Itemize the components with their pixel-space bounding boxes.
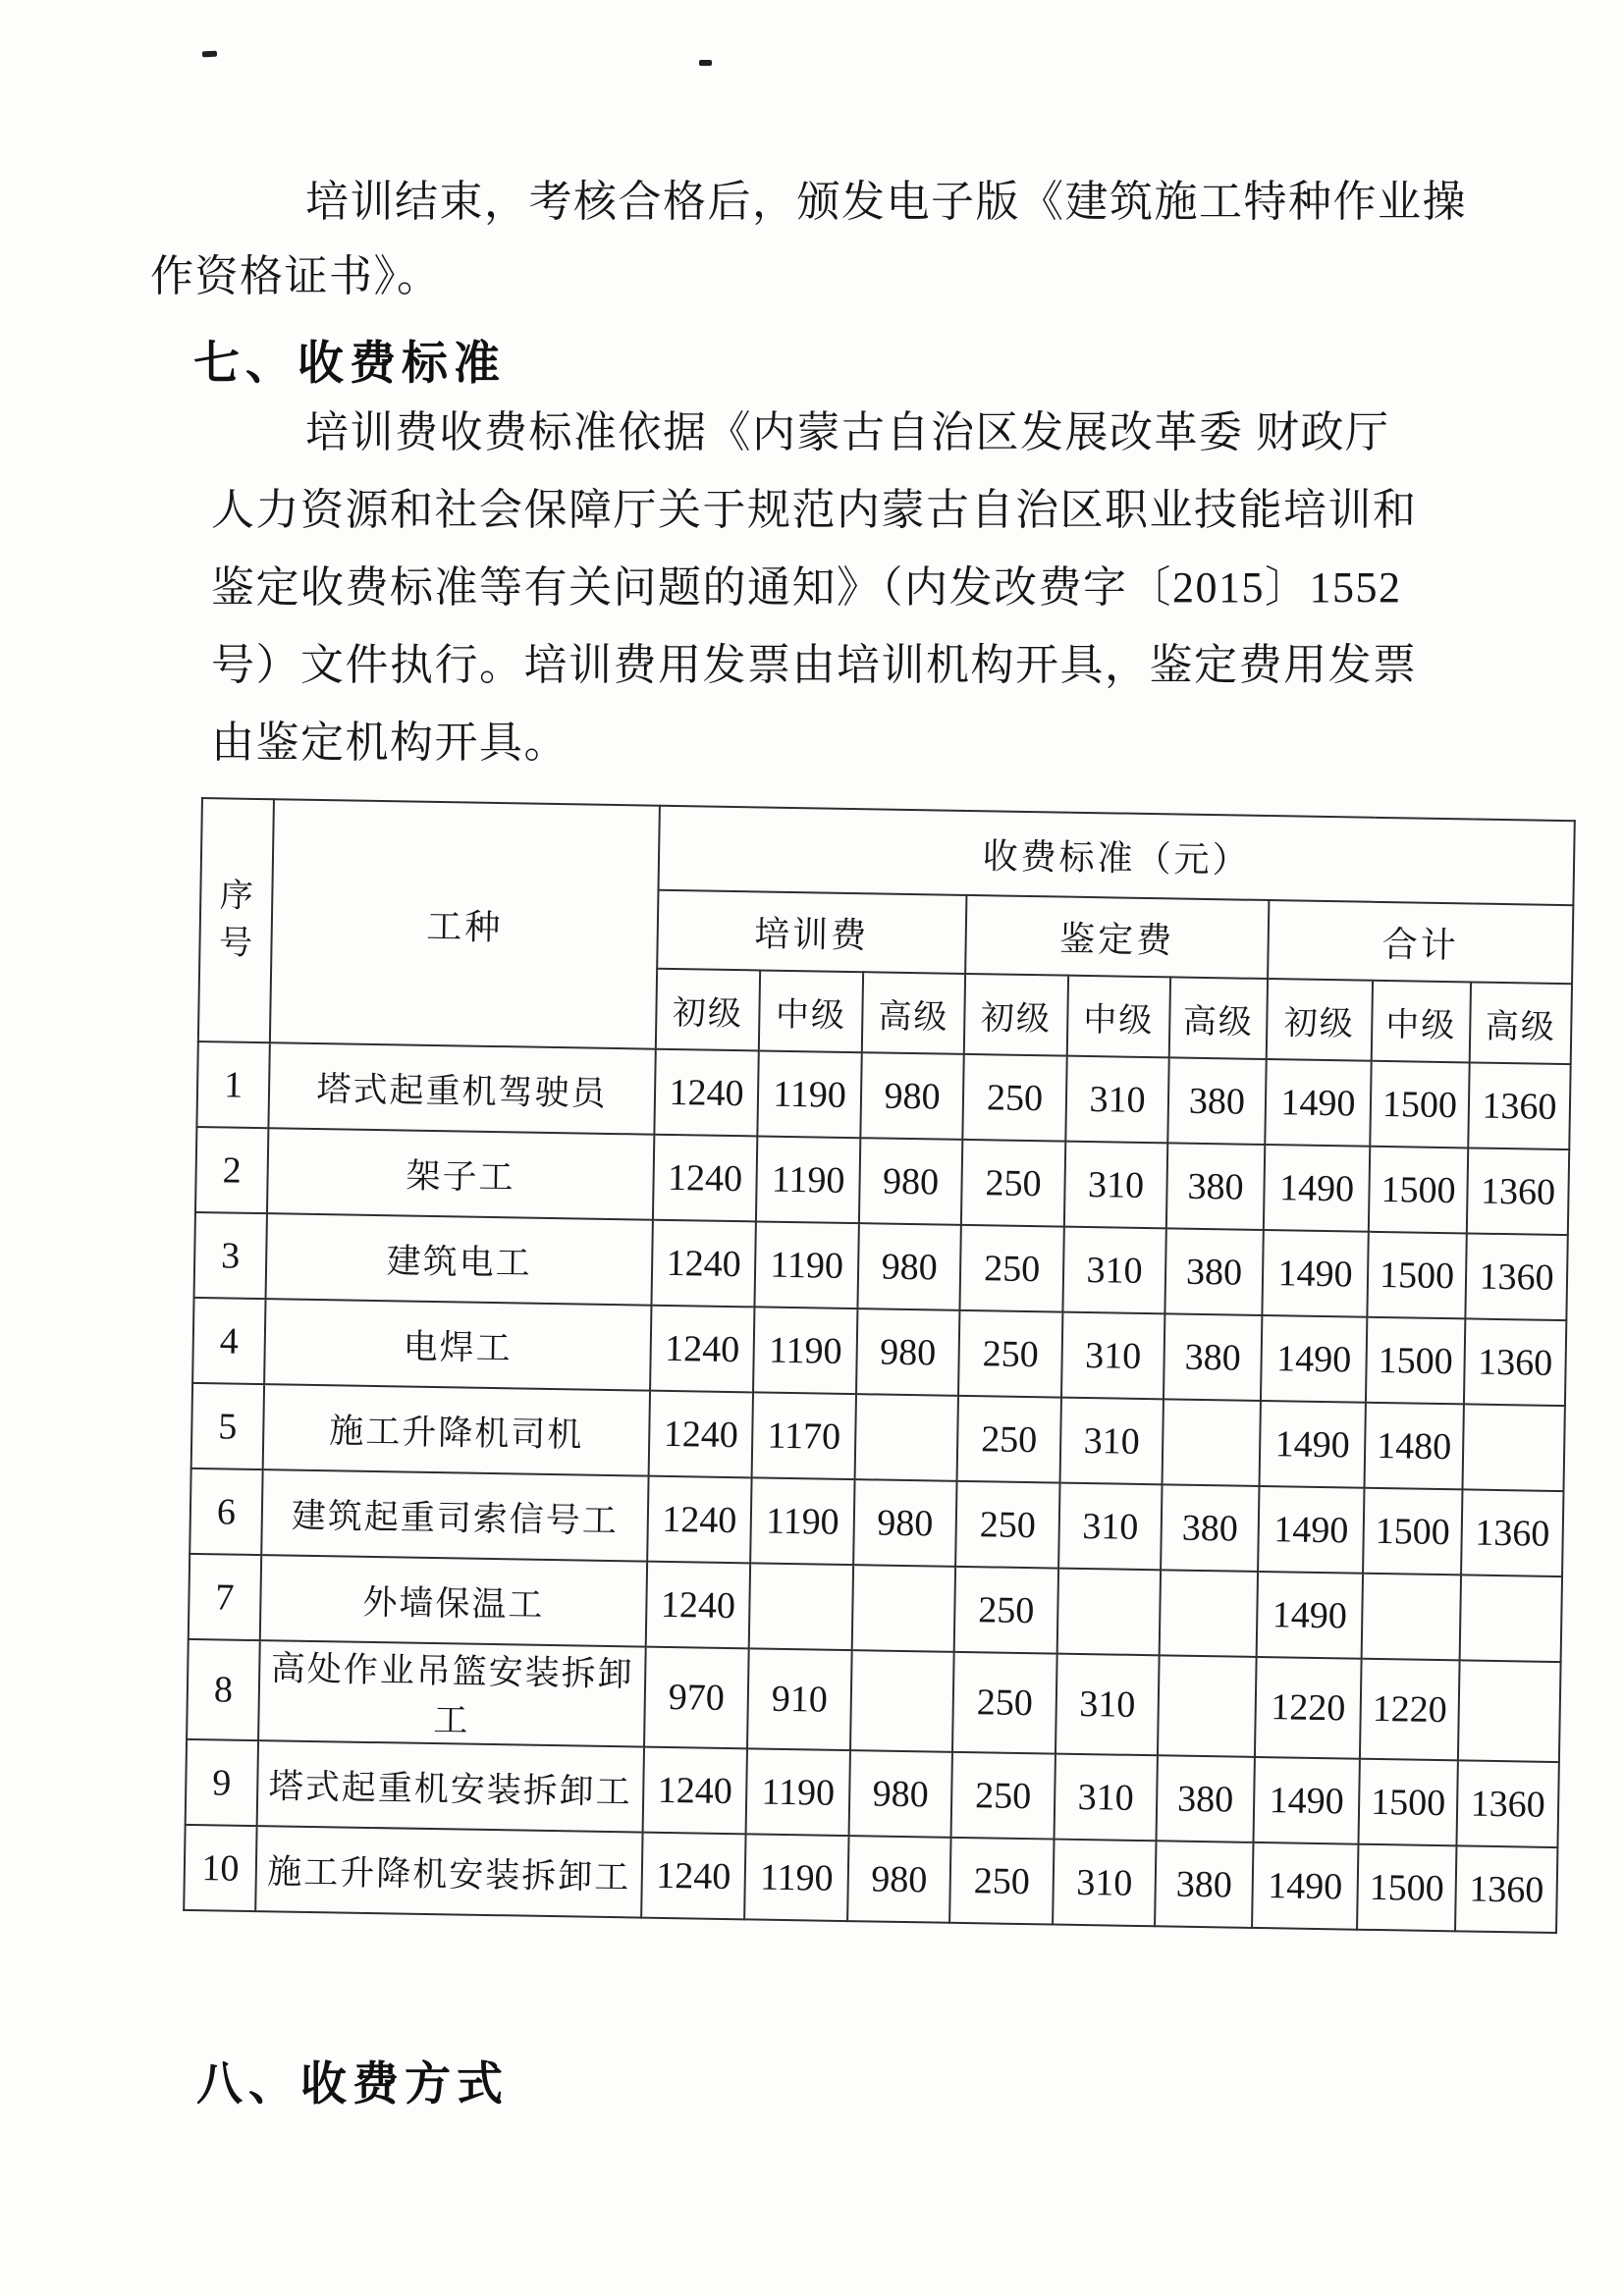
- fee-value: 1170: [752, 1392, 856, 1479]
- fee-value: 1490: [1253, 1757, 1359, 1844]
- fee-value: 310: [1058, 1483, 1162, 1571]
- section-heading-payment-method: 八、收费方式: [196, 2057, 509, 2109]
- row-number: 2: [195, 1127, 268, 1213]
- header-level: 中级: [759, 970, 863, 1052]
- fee-value: 1490: [1261, 1315, 1367, 1403]
- section-heading-fee-standard: 七、收费标准: [193, 337, 506, 389]
- text-line: 作资格证书》。: [150, 252, 442, 300]
- table-header-row-1: [201, 798, 1575, 905]
- fee-value: 1240: [647, 1476, 751, 1564]
- fee-value: 1490: [1262, 1230, 1368, 1317]
- job-name: 建筑电工: [266, 1213, 653, 1306]
- fee-value: 1490: [1252, 1842, 1358, 1930]
- fee-value: 310: [1062, 1227, 1165, 1314]
- fee-value: 1190: [757, 1050, 861, 1138]
- job-name: 施工升降机司机: [263, 1384, 650, 1476]
- header-level: 中级: [1067, 976, 1170, 1058]
- header-col-no-label: 序号: [218, 878, 254, 962]
- fee-value: [1158, 1655, 1257, 1757]
- fee-value: 310: [1061, 1312, 1164, 1400]
- fee-value: 1240: [651, 1220, 755, 1308]
- fee-value: 380: [1161, 1484, 1259, 1572]
- header-level: 初级: [1267, 979, 1373, 1061]
- fee-value: 1500: [1357, 1844, 1456, 1932]
- fee-value: [749, 1563, 853, 1650]
- fee-value: 1220: [1255, 1657, 1362, 1759]
- fee-value: 1190: [756, 1136, 860, 1223]
- fee-value: 1500: [1358, 1759, 1457, 1846]
- fee-value: 250: [949, 1838, 1054, 1925]
- fee-value: 310: [1065, 1056, 1168, 1144]
- scan-artifact-mark: [699, 60, 712, 66]
- row-number: 3: [194, 1212, 267, 1299]
- fee-value: 380: [1164, 1313, 1262, 1401]
- job-name: 建筑起重司索信号工: [261, 1469, 648, 1562]
- fee-value: 1240: [653, 1135, 757, 1222]
- fee-value: 1500: [1363, 1488, 1462, 1575]
- fee-value: 380: [1155, 1841, 1253, 1928]
- fee-value: 980: [847, 1836, 950, 1923]
- fee-value: 250: [954, 1567, 1058, 1654]
- fee-value: 1360: [1465, 1233, 1568, 1320]
- fee-value: 310: [1055, 1754, 1158, 1842]
- text-line: 号）文件执行。培训费用发票由培训机构开具，鉴定费用发票: [211, 641, 1418, 689]
- fee-value: [1057, 1569, 1161, 1656]
- fee-value: [1160, 1570, 1258, 1657]
- fee-value: [850, 1650, 954, 1752]
- row-number: 8: [187, 1639, 260, 1740]
- fee-value: 1360: [1456, 1760, 1559, 1847]
- fee-value: 1360: [1455, 1845, 1558, 1933]
- fee-value: [1462, 1404, 1565, 1491]
- fee-value: 1360: [1468, 1062, 1571, 1149]
- fee-table-container: [183, 797, 1574, 1934]
- text-line: 培训费收费标准依据《内蒙古自治区发展改革委 财政厅: [305, 408, 1390, 456]
- fee-value: 1360: [1467, 1148, 1570, 1235]
- fee-value: 980: [857, 1223, 960, 1310]
- fee-value: [852, 1565, 955, 1652]
- header-col-job: 工种: [270, 799, 660, 1048]
- fee-value: 1490: [1265, 1059, 1371, 1147]
- fee-value: [1458, 1660, 1561, 1762]
- fee-value: 380: [1167, 1057, 1266, 1145]
- fee-value: 380: [1157, 1755, 1255, 1842]
- fee-value: 1360: [1461, 1489, 1564, 1576]
- row-number: 9: [186, 1739, 258, 1826]
- fee-value: 1500: [1370, 1061, 1469, 1148]
- fee-value: 1190: [750, 1477, 854, 1565]
- job-name: 电焊工: [264, 1299, 651, 1391]
- header-level: 初级: [656, 969, 760, 1051]
- fee-value: 310: [1060, 1398, 1164, 1485]
- fee-value: 1190: [746, 1748, 850, 1836]
- fee-value: [1460, 1575, 1563, 1662]
- fee-value: 980: [856, 1308, 959, 1396]
- paragraph-certificate: [150, 165, 1467, 314]
- fee-value: [1362, 1574, 1461, 1661]
- fee-value: 250: [961, 1140, 1065, 1227]
- fee-value: 1190: [753, 1307, 857, 1394]
- fee-value: 1240: [649, 1391, 753, 1478]
- text-line: 鉴定收费标准等有关问题的通知》（内发改费字〔2015〕1552: [211, 563, 1402, 612]
- fee-value: 310: [1056, 1654, 1160, 1756]
- fee-value: 910: [747, 1648, 852, 1750]
- row-number: 5: [191, 1383, 264, 1469]
- fee-value: 1190: [754, 1221, 858, 1308]
- job-name: 高处作业吊篮安装拆卸工: [258, 1640, 646, 1747]
- fee-value: 980: [860, 1052, 963, 1140]
- row-number: 10: [184, 1825, 256, 1911]
- fee-value: 1480: [1364, 1403, 1463, 1490]
- fee-table: [183, 797, 1576, 1934]
- fee-value: 250: [958, 1310, 1062, 1398]
- fee-value: 980: [853, 1479, 956, 1567]
- header-fee-standard: 收费标准（元）: [658, 806, 1574, 905]
- text-line: 人力资源和社会保障厅关于规范内蒙古自治区职业技能培训和: [211, 486, 1418, 534]
- fee-value: 970: [644, 1647, 749, 1749]
- fee-value: 1490: [1258, 1486, 1364, 1574]
- fee-value: 980: [859, 1138, 962, 1225]
- text-line: 培训结束，考核合格后，颁发电子版《建筑施工特种作业操: [305, 178, 1467, 226]
- fee-value: 250: [951, 1752, 1056, 1840]
- fee-value: 250: [959, 1225, 1063, 1312]
- fee-value: 250: [957, 1396, 1061, 1483]
- fee-value: 380: [1166, 1143, 1265, 1230]
- job-name: 塔式起重机安装拆卸工: [257, 1740, 644, 1833]
- paragraph-fee-basis: [211, 394, 1418, 781]
- header-group-appraisal-fee: 鉴定费: [965, 895, 1269, 979]
- fee-value: [1163, 1399, 1261, 1486]
- row-number: 6: [189, 1468, 262, 1555]
- fee-value: [855, 1394, 958, 1481]
- row-number: 1: [196, 1041, 269, 1128]
- fee-value: 1360: [1464, 1318, 1567, 1406]
- header-level: 高级: [1470, 982, 1572, 1064]
- fee-value: 1500: [1369, 1147, 1468, 1234]
- row-number: 7: [189, 1554, 261, 1640]
- fee-value: 1220: [1360, 1659, 1460, 1761]
- job-name: 塔式起重机驾驶员: [268, 1042, 655, 1135]
- fee-value: 250: [952, 1652, 1057, 1754]
- job-name: 外墙保温工: [260, 1555, 647, 1647]
- header-level: 初级: [964, 974, 1068, 1056]
- fee-value: 1240: [643, 1747, 747, 1835]
- fee-value: 1240: [654, 1049, 758, 1137]
- header-group-training-fee: 培训费: [657, 890, 966, 974]
- fee-value: 1500: [1366, 1317, 1465, 1405]
- job-name: 架子工: [267, 1128, 654, 1220]
- header-col-no: [198, 798, 274, 1042]
- scan-artifact-mark: [202, 51, 217, 58]
- fee-value: 380: [1164, 1228, 1263, 1315]
- row-number: 4: [192, 1298, 265, 1384]
- fee-value: 1490: [1260, 1401, 1366, 1488]
- header-level: 高级: [1169, 977, 1268, 1059]
- header-group-total: 合计: [1268, 900, 1573, 984]
- text-line: 由鉴定机构开具。: [211, 719, 568, 767]
- header-level: 高级: [862, 972, 965, 1054]
- fee-value: 1490: [1257, 1572, 1363, 1659]
- fee-value: 250: [962, 1054, 1066, 1142]
- fee-value: 1490: [1264, 1145, 1370, 1232]
- fee-value: 310: [1053, 1840, 1156, 1927]
- fee-table-body: [184, 1041, 1571, 1933]
- fee-value: 310: [1064, 1142, 1167, 1229]
- fee-value: 1190: [744, 1834, 848, 1921]
- fee-value: 1240: [641, 1833, 745, 1920]
- fee-value: 250: [955, 1481, 1059, 1569]
- fee-value: 980: [849, 1750, 952, 1838]
- fee-value: 1240: [650, 1306, 754, 1393]
- fee-value: 1500: [1367, 1232, 1466, 1319]
- fee-value: 1240: [646, 1562, 750, 1649]
- job-name: 施工升降机安装拆卸工: [255, 1826, 642, 1918]
- header-level: 中级: [1372, 981, 1471, 1063]
